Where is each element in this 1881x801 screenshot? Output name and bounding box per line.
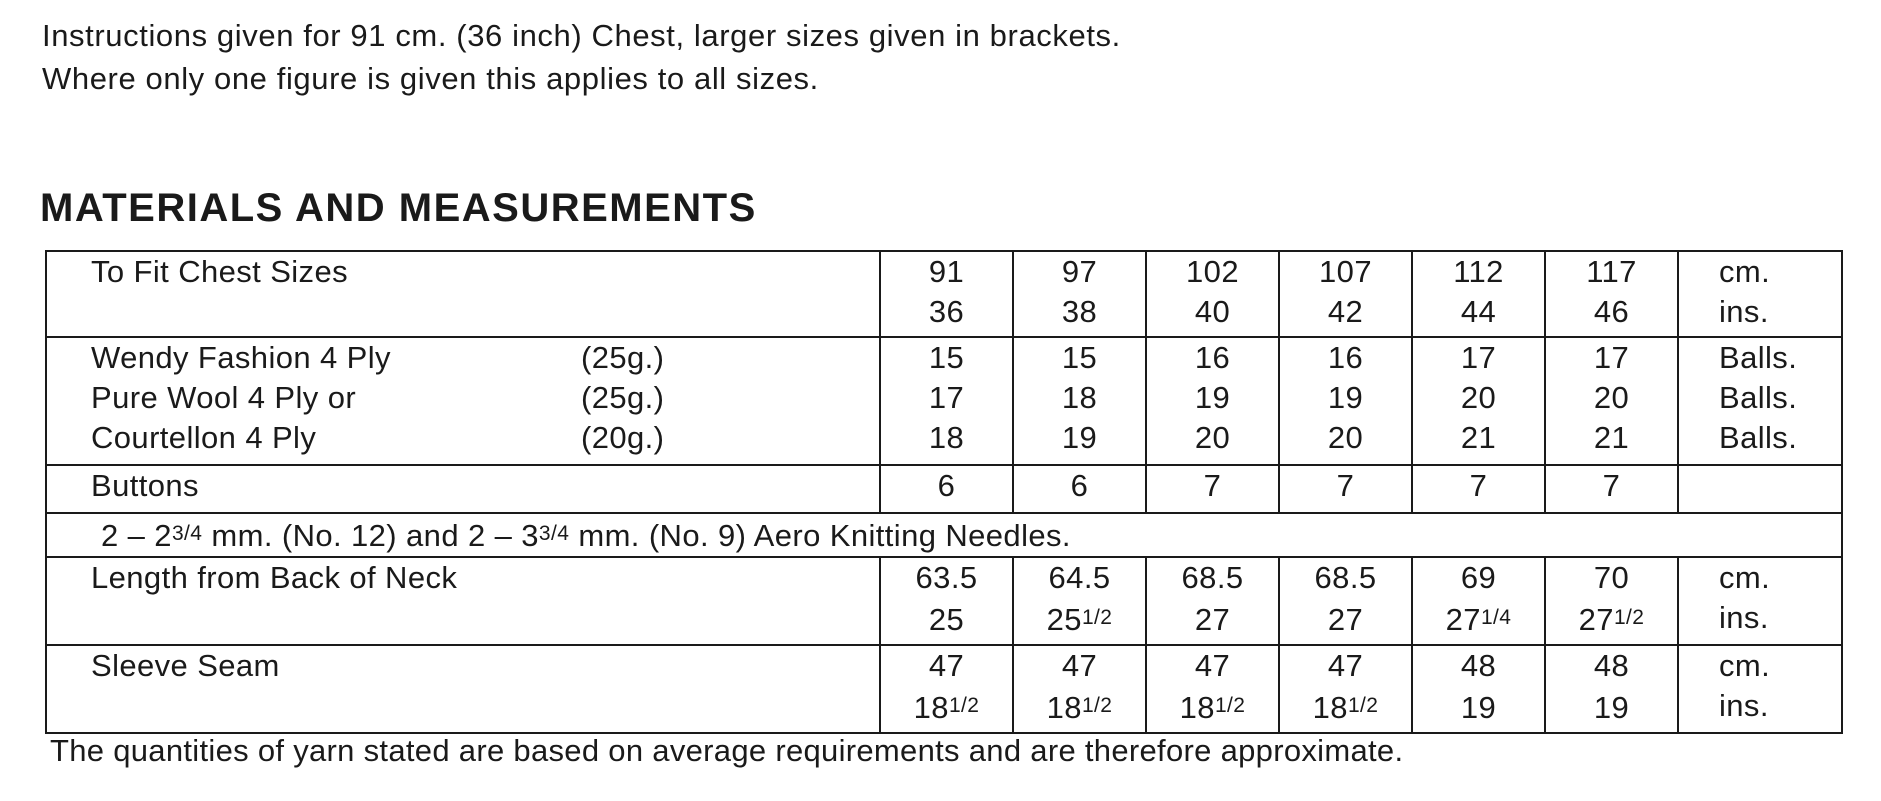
sleeve-cell: 47 181/2 <box>880 645 1013 733</box>
fraction: 1/2 <box>1081 694 1113 717</box>
fraction: 1/4 <box>1480 606 1512 629</box>
yarn-weight: (20g.) <box>581 420 665 455</box>
yarn-name: Pure Wool 4 Ply or <box>91 380 357 415</box>
sleeve-cell: 47 181/2 <box>1279 645 1412 733</box>
unit-cell: Balls. Balls. Balls. <box>1678 337 1842 465</box>
length-cell: 70 271/2 <box>1545 557 1678 645</box>
ball-count-cell: 17 20 21 <box>1545 337 1678 465</box>
ball-count-cell: 16 19 20 <box>1279 337 1412 465</box>
buttons-label: Buttons <box>46 465 880 513</box>
intro-line-1: Instructions given for 91 cm. (36 inch) Chest, larger sizes given in brackets. <box>42 18 1121 53</box>
yarn-weight: (25g.) <box>581 340 665 375</box>
length-cell: 68.5 27 <box>1279 557 1412 645</box>
size-cell: 102 40 <box>1146 251 1279 337</box>
section-heading: MATERIALS AND MEASUREMENTS <box>40 186 757 230</box>
button-count-cell: 7 <box>1545 465 1678 513</box>
unit-cell: cm. ins. <box>1678 251 1842 337</box>
fraction: 1/2 <box>948 694 980 717</box>
fraction: 1/2 <box>1081 606 1113 629</box>
button-count-cell: 7 <box>1146 465 1279 513</box>
fraction: 1/2 <box>1613 606 1645 629</box>
sleeve-cell: 48 19 <box>1545 645 1678 733</box>
fraction: 1/2 <box>1214 694 1246 717</box>
yarn-labels <box>46 337 880 465</box>
length-cell: 69 271/4 <box>1412 557 1545 645</box>
yarn-name: Courtellon 4 Ply <box>91 420 317 455</box>
size-cell: 97 38 <box>1013 251 1146 337</box>
intro-line-2: Where only one figure is given this applies to all sizes. <box>42 61 819 96</box>
length-cell: 63.5 25 <box>880 557 1013 645</box>
ball-count-cell: 16 19 20 <box>1146 337 1279 465</box>
intro-text <box>42 14 1121 100</box>
yarn-weight: (25g.) <box>581 380 665 415</box>
buttons-row <box>46 465 1842 513</box>
button-count-cell: 6 <box>1013 465 1146 513</box>
button-count-cell: 6 <box>880 465 1013 513</box>
length-label: Length from Back of Neck <box>46 557 880 645</box>
ball-count-cell: 15 17 18 <box>880 337 1013 465</box>
sleeve-cell: 47 181/2 <box>1146 645 1279 733</box>
length-row <box>46 557 1842 645</box>
sleeve-cell: 48 19 <box>1412 645 1545 733</box>
fraction: 3/4 <box>171 522 203 545</box>
needles-text: 2 – 23/4 mm. (No. 12) and 2 – 33/4 mm. (No. 9) Aero Knitting Needles. <box>46 513 1842 557</box>
length-cell: 68.5 27 <box>1146 557 1279 645</box>
size-cell: 91 36 <box>880 251 1013 337</box>
ball-count-cell: 17 20 21 <box>1412 337 1545 465</box>
size-cell: 117 46 <box>1545 251 1678 337</box>
sleeve-label: Sleeve Seam <box>46 645 880 733</box>
chest-size-label: To Fit Chest Sizes <box>46 251 880 337</box>
footer-note: The quantities of yarn stated are based on average requirements and are therefore approximate. <box>50 733 1404 768</box>
size-cell: 112 44 <box>1412 251 1545 337</box>
yarn-row <box>46 337 1842 465</box>
ball-count-cell: 15 18 19 <box>1013 337 1146 465</box>
fraction: 1/2 <box>1347 694 1379 717</box>
sleeve-cell: 47 181/2 <box>1013 645 1146 733</box>
fraction: 3/4 <box>538 522 570 545</box>
button-count-cell: 7 <box>1412 465 1545 513</box>
size-cell: 107 42 <box>1279 251 1412 337</box>
unit-cell: cm. ins. <box>1678 645 1842 733</box>
sleeve-row <box>46 645 1842 733</box>
length-cell: 64.5 251/2 <box>1013 557 1146 645</box>
unit-cell <box>1678 465 1842 513</box>
materials-table <box>45 250 1843 734</box>
needles-row <box>46 513 1842 557</box>
yarn-name: Wendy Fashion 4 Ply <box>91 340 391 375</box>
unit-cell: cm. ins. <box>1678 557 1842 645</box>
button-count-cell: 7 <box>1279 465 1412 513</box>
chest-size-row <box>46 251 1842 337</box>
